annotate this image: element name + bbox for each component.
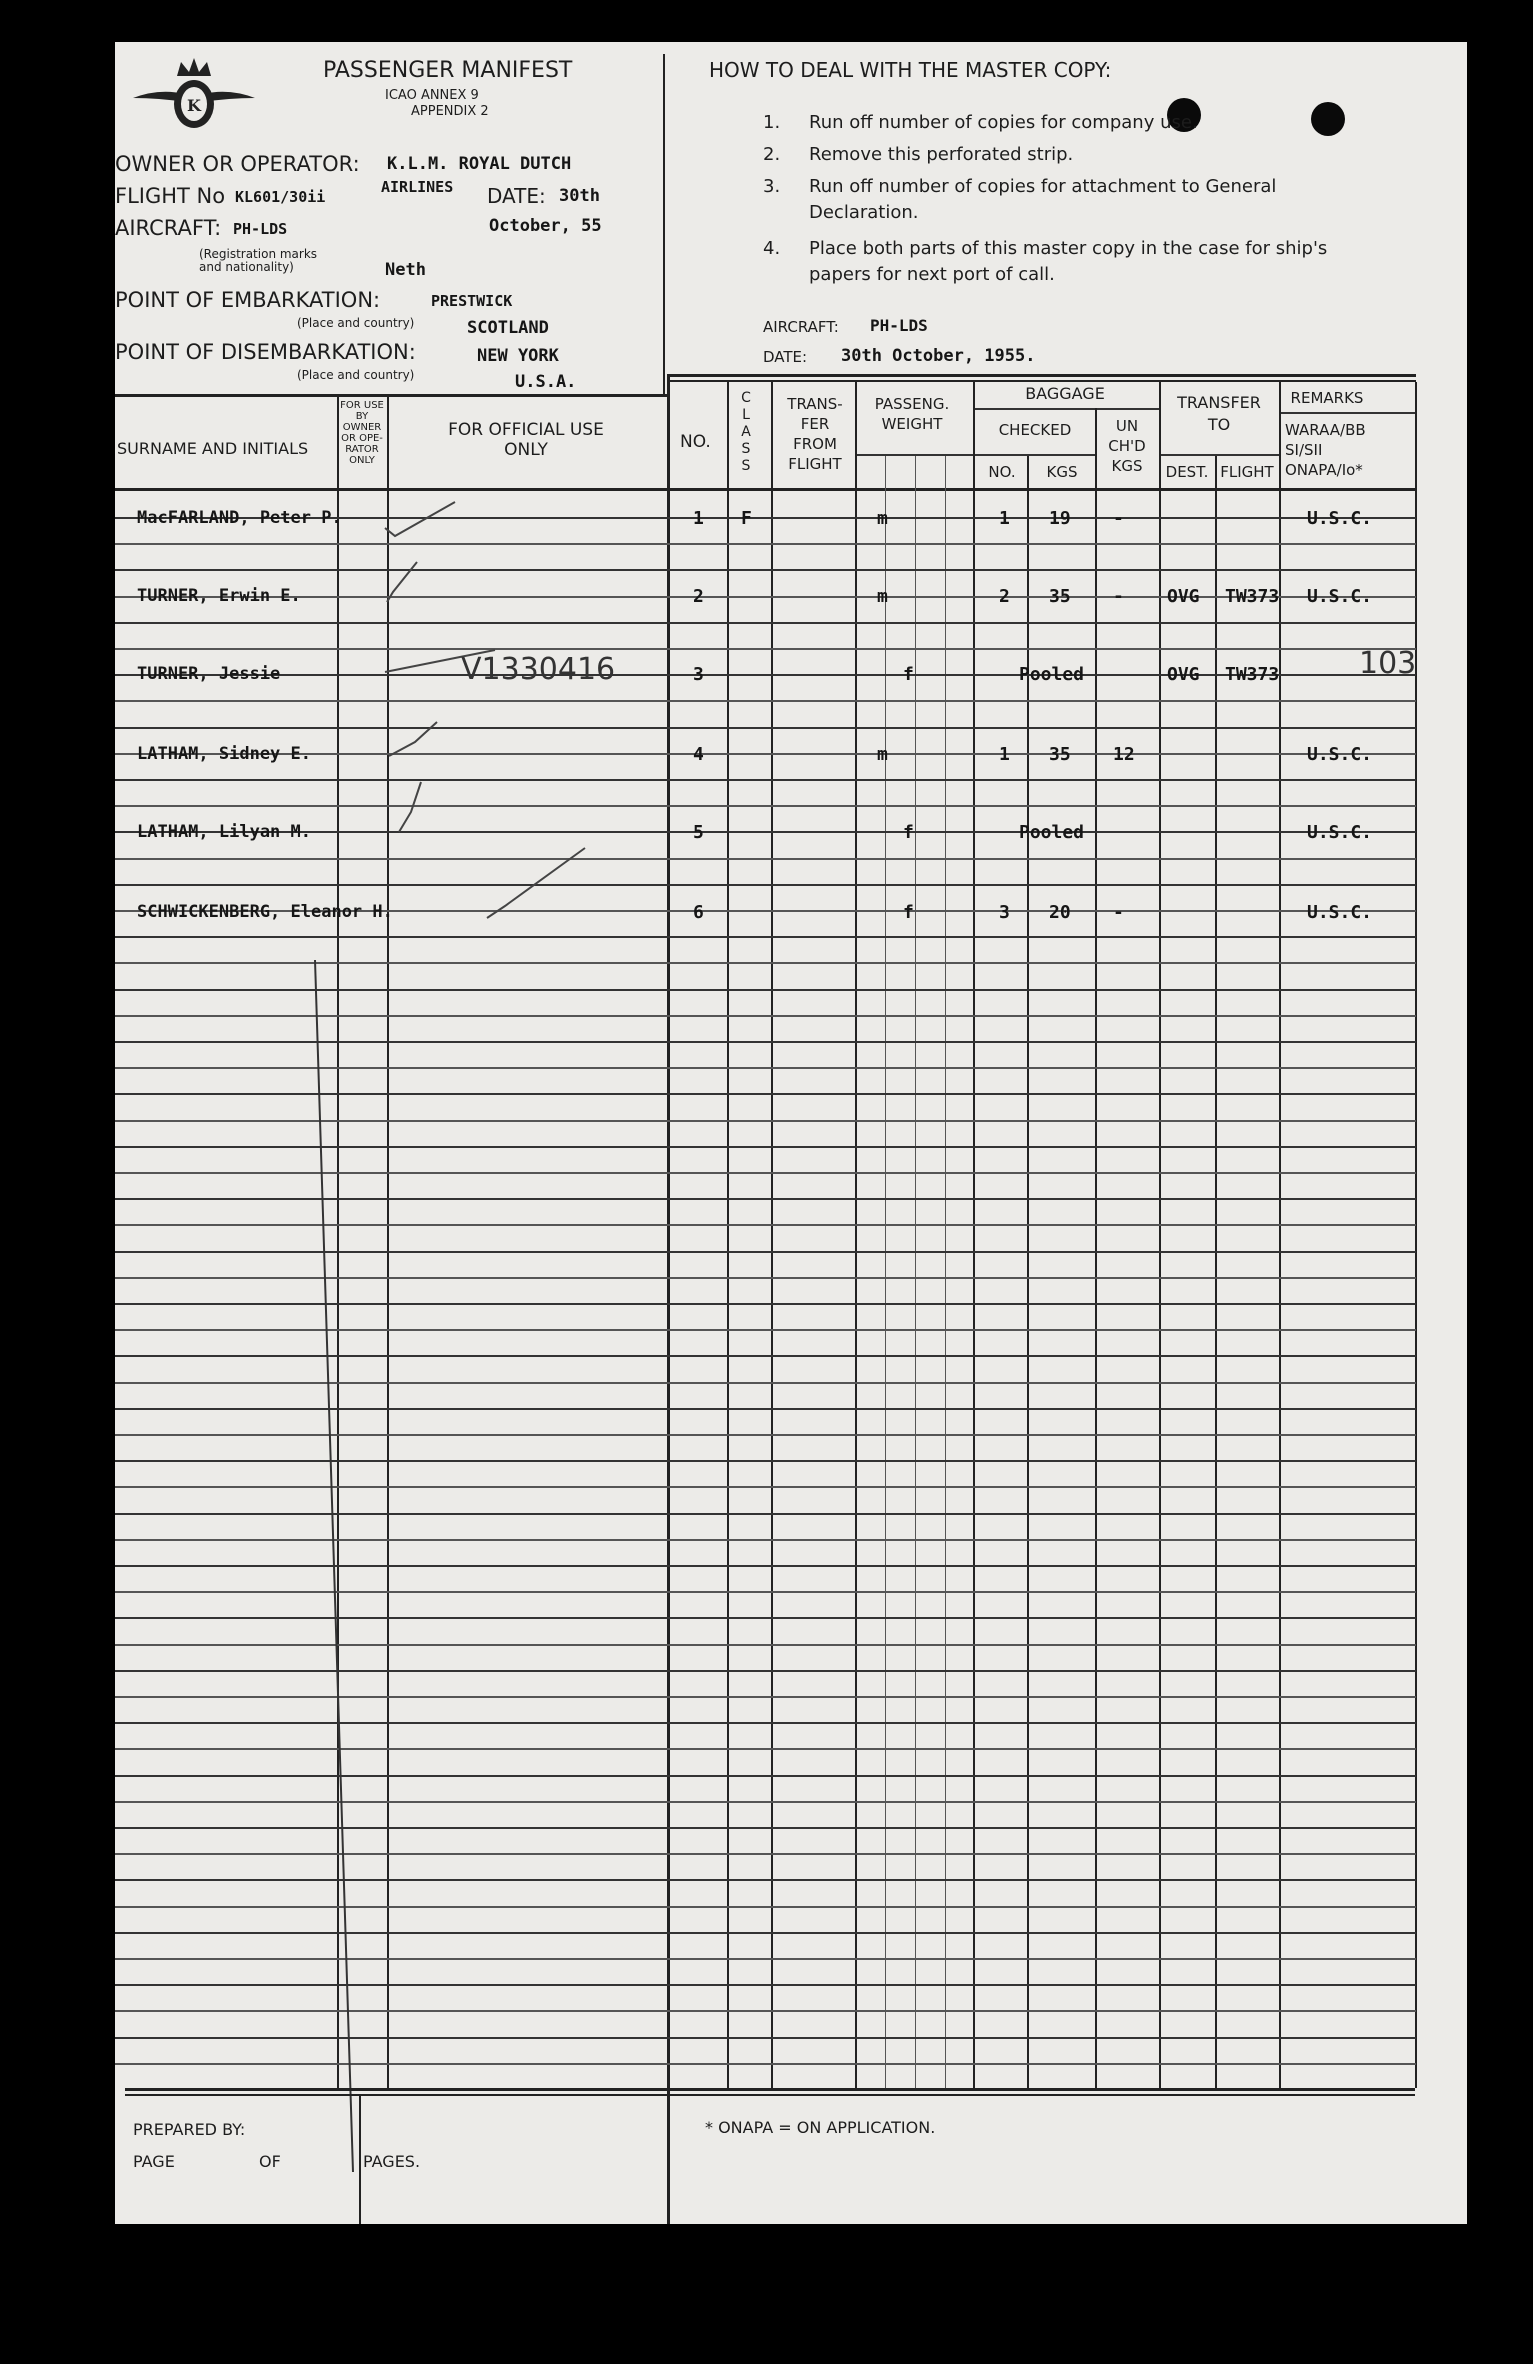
instruction-item: 4. Place both parts of this master copy in the case for ship's bbox=[763, 238, 1328, 259]
official-use-number: V1330416 bbox=[461, 652, 616, 687]
embarkation-country: SCOTLAND bbox=[467, 318, 549, 338]
embarkation-note: (Place and country) bbox=[297, 316, 415, 330]
aircraft-label: AIRCRAFT: bbox=[115, 216, 222, 240]
disembarkation-note: (Place and country) bbox=[297, 368, 415, 382]
check-marks bbox=[115, 42, 1467, 2224]
col-bag-no: NO. bbox=[988, 463, 1016, 481]
date-value: 30th bbox=[559, 186, 600, 206]
passenger-remarks: U.S.C. bbox=[1307, 902, 1373, 923]
passenger-remarks: U.S.C. bbox=[1307, 822, 1373, 843]
unchecked-kgs: - bbox=[1113, 508, 1124, 529]
transfer-dest: OVG bbox=[1167, 664, 1200, 685]
transfer-flight: TW373 bbox=[1225, 664, 1280, 685]
copy-date-value: 30th October, 1955. bbox=[841, 346, 1036, 366]
appendix-label: APPENDIX 2 bbox=[411, 104, 489, 119]
flight-label: FLIGHT No bbox=[115, 184, 226, 208]
passenger-sex: f bbox=[903, 822, 914, 843]
passenger-sex: f bbox=[903, 902, 914, 923]
passenger-name: TURNER, Erwin E. bbox=[137, 586, 301, 606]
passenger-name: LATHAM, Lilyan M. bbox=[137, 822, 311, 842]
passenger-name: LATHAM, Sidney E. bbox=[137, 744, 311, 764]
instruction-item: 3. Run off number of copies for attachment to General bbox=[763, 176, 1277, 197]
baggage-kgs: 20 bbox=[1049, 902, 1071, 923]
flight-value: KL601/30ii bbox=[235, 188, 326, 206]
passenger-sex: m bbox=[877, 744, 888, 765]
col-remarks: REMARKS bbox=[1290, 389, 1364, 407]
footer-rule-2 bbox=[125, 2094, 1415, 2096]
unchecked-kgs: - bbox=[1113, 902, 1124, 923]
date-value-2: October, 55 bbox=[489, 216, 602, 236]
passenger-name: SCHWICKENBERG, Eleanor H. bbox=[137, 902, 393, 922]
annex-label: ICAO ANNEX 9 bbox=[385, 88, 479, 103]
unchecked-kgs: 12 bbox=[1113, 744, 1135, 765]
passenger-no: 4 bbox=[693, 744, 704, 765]
copy-date-label: DATE: bbox=[763, 348, 808, 366]
baggage-pooled: Pooled bbox=[1019, 664, 1085, 685]
svg-text:K: K bbox=[187, 96, 201, 115]
col-class: C L A S S bbox=[741, 390, 751, 474]
embarkation-value: PRESTWICK bbox=[431, 292, 513, 310]
passenger-no: 1 bbox=[693, 508, 704, 529]
baggage-count: 3 bbox=[999, 902, 1010, 923]
disembarkation-label: POINT OF DISEMBARKATION: bbox=[115, 340, 416, 364]
passenger-remarks: U.S.C. bbox=[1307, 586, 1373, 607]
col-transfer-to: TRANSFER TO bbox=[1177, 393, 1261, 434]
transfer-dest: OVG bbox=[1167, 586, 1200, 607]
disembarkation-value: NEW YORK bbox=[477, 346, 559, 366]
transfer-flight: TW373 bbox=[1225, 586, 1280, 607]
owner-value: K.L.M. ROYAL DUTCH bbox=[387, 154, 572, 174]
embarkation-label: POINT OF EMBARKATION: bbox=[115, 288, 381, 312]
passenger-no: 3 bbox=[693, 664, 704, 685]
col-flight: FLIGHT bbox=[1220, 463, 1274, 481]
date-label: DATE: bbox=[487, 184, 546, 208]
owner-label: OWNER OR OPERATOR: bbox=[115, 152, 360, 176]
instructions-title: HOW TO DEAL WITH THE MASTER COPY: bbox=[709, 58, 1112, 82]
col-unchecked: UN CH'D KGS bbox=[1108, 417, 1146, 475]
col-baggage: BAGGAGE bbox=[1025, 384, 1105, 403]
registration-note: (Registration marks and nationality) bbox=[199, 247, 318, 274]
baggage-kgs: 19 bbox=[1049, 508, 1071, 529]
col-passenger-weight: PASSENG. WEIGHT bbox=[874, 395, 950, 433]
col-transfer-from: TRANS- FER FROM FLIGHT bbox=[787, 395, 843, 473]
passenger-no: 6 bbox=[693, 902, 704, 923]
aircraft-value: PH-LDS bbox=[233, 220, 288, 238]
manifest-sheet bbox=[115, 42, 1467, 2224]
baggage-count: 1 bbox=[999, 744, 1010, 765]
copy-aircraft-label: AIRCRAFT: bbox=[763, 318, 839, 336]
col-remarks-sub: WARAA/BB SI/SII ONAPA/Io* bbox=[1285, 421, 1366, 479]
owner-value-2: AIRLINES bbox=[381, 178, 454, 196]
passenger-sex: m bbox=[877, 586, 888, 607]
footer-divider bbox=[359, 2096, 361, 2224]
passenger-class: F bbox=[741, 508, 752, 529]
baggage-kgs: 35 bbox=[1049, 586, 1071, 607]
footer-rule bbox=[125, 2088, 1415, 2091]
disembarkation-country: U.S.A. bbox=[515, 372, 577, 392]
col-no: NO. bbox=[680, 432, 711, 452]
col-surname: SURNAME AND INITIALS bbox=[117, 439, 309, 458]
prepared-by-label: PREPARED BY: bbox=[133, 2120, 246, 2139]
passenger-no: 2 bbox=[693, 586, 704, 607]
col-bag-kgs: KGS bbox=[1046, 463, 1078, 481]
baggage-count: 1 bbox=[999, 508, 1010, 529]
passenger-name: MacFARLAND, Peter P. bbox=[137, 508, 342, 528]
passenger-name: TURNER, Jessie bbox=[137, 664, 281, 684]
passenger-sex: m bbox=[877, 508, 888, 529]
col-official-use: FOR OFFICIAL USE ONLY bbox=[448, 420, 604, 460]
instruction-item: Declaration. bbox=[809, 202, 919, 223]
instruction-item: 1. Run off number of copies for company use. bbox=[763, 112, 1198, 133]
remark-number: 103 bbox=[1359, 646, 1417, 681]
unchecked-kgs: - bbox=[1113, 586, 1124, 607]
onapa-note: * ONAPA = ON APPLICATION. bbox=[705, 2118, 936, 2137]
baggage-pooled: Pooled bbox=[1019, 822, 1085, 843]
col-checked: CHECKED bbox=[998, 421, 1072, 439]
col-dest: DEST. bbox=[1165, 463, 1209, 481]
pages-label: PAGES. bbox=[363, 2152, 421, 2171]
passenger-remarks: U.S.C. bbox=[1307, 508, 1373, 529]
copy-aircraft-value: PH-LDS bbox=[870, 316, 928, 335]
nationality-value: Neth bbox=[385, 260, 426, 280]
of-label: OF bbox=[259, 2152, 281, 2171]
manifest-title: PASSENGER MANIFEST bbox=[323, 58, 573, 83]
col-owner-use: FOR USE BY OWNER OR OPE- RATOR ONLY bbox=[340, 400, 384, 466]
baggage-kgs: 35 bbox=[1049, 744, 1071, 765]
passenger-sex: f bbox=[903, 664, 914, 685]
passenger-remarks: U.S.C. bbox=[1307, 744, 1373, 765]
page-label: PAGE bbox=[133, 2152, 175, 2171]
baggage-count: 2 bbox=[999, 586, 1010, 607]
instruction-item: papers for next port of call. bbox=[809, 264, 1055, 285]
passenger-no: 5 bbox=[693, 822, 704, 843]
instruction-item: 2. Remove this perforated strip. bbox=[763, 144, 1074, 165]
